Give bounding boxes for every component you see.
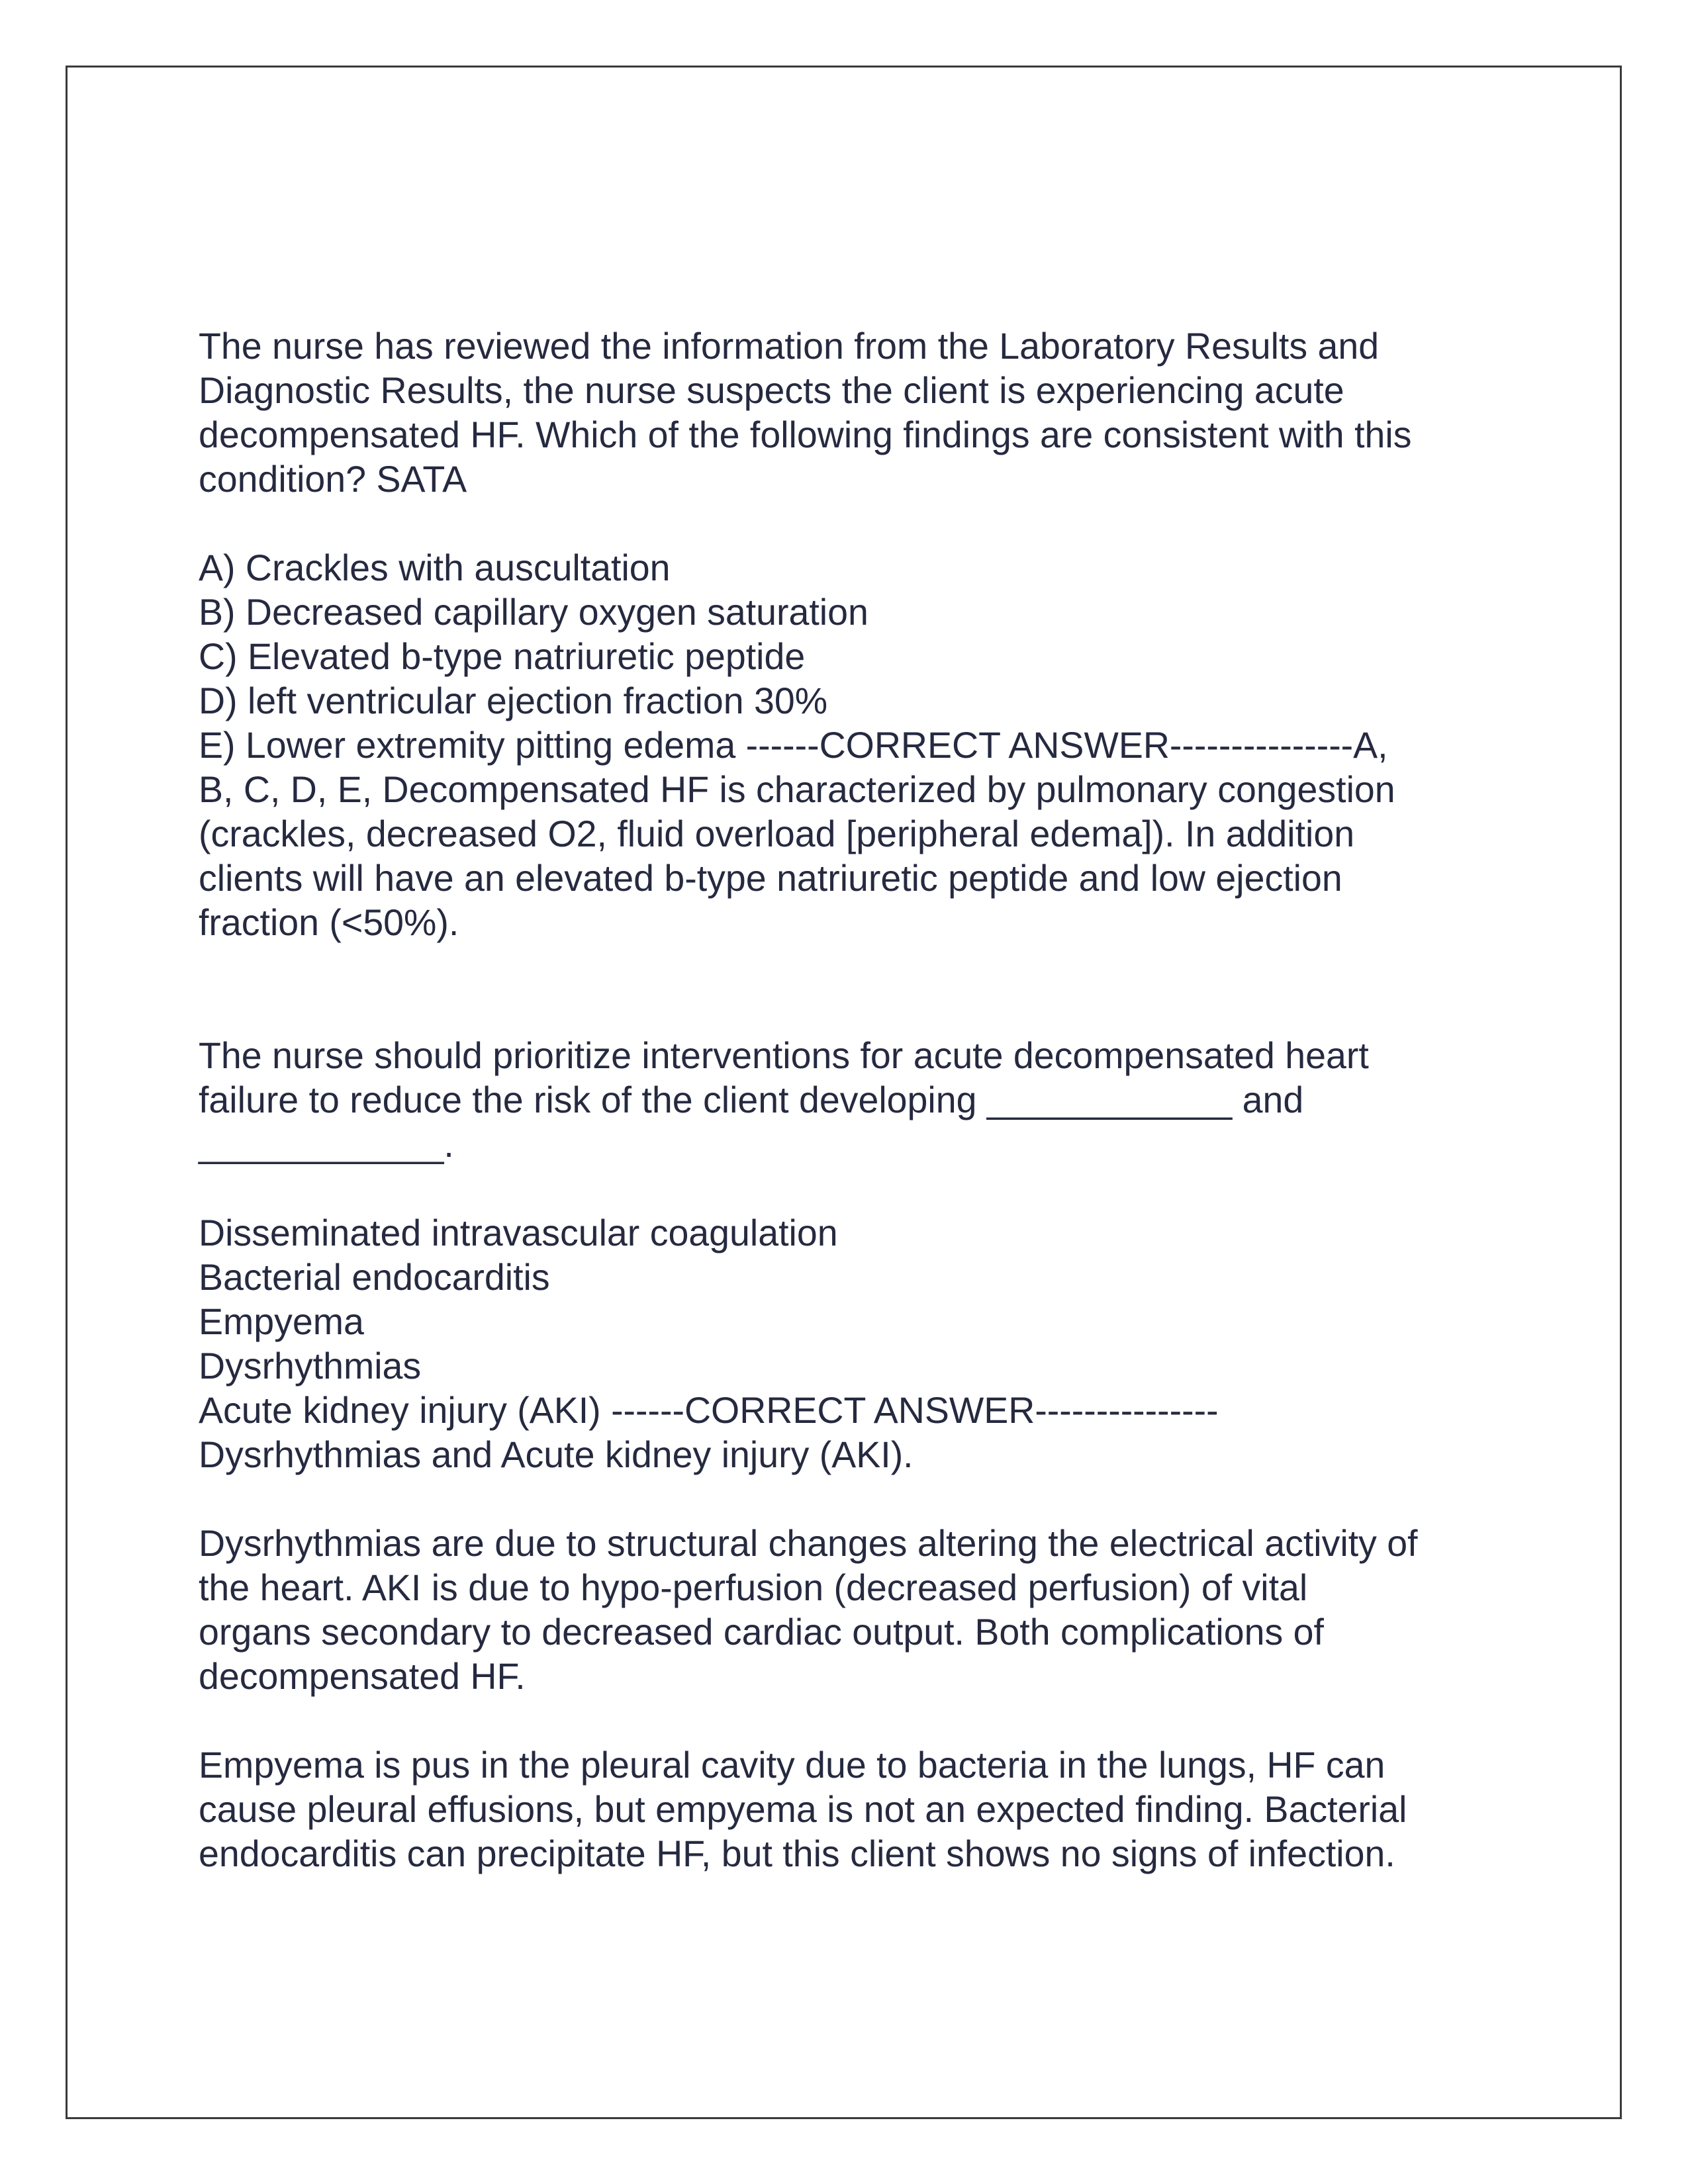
question-1-options [199, 546, 1523, 768]
document-body [199, 324, 1523, 1876]
question-1 [199, 324, 1523, 945]
answer-line: clients will have an elevated b-type natriuretic peptide and low ejection [199, 858, 1342, 899]
question-1-stem [199, 324, 1523, 502]
option-a: A) Crackles with auscultation [199, 547, 671, 588]
stem-line: The nurse should prioritize interventions for acute decompensated heart [199, 1035, 1369, 1076]
stem-line: decompensated HF. Which of the following findings are consistent with this [199, 414, 1412, 455]
option-d: D) left ventricular ejection fraction 30% [199, 680, 828, 721]
rationale-paragraph-2 [199, 1743, 1523, 1876]
question-2 [199, 1034, 1523, 1876]
stem-line: Diagnostic Results, the nurse suspects the client is experiencing acute [199, 370, 1344, 411]
stem-line: The nurse has reviewed the information from the Laboratory Results and [199, 326, 1380, 367]
question-2-answer [199, 1433, 1523, 1477]
option-item: Empyema [199, 1301, 364, 1342]
answer-line: Dysrhythmias and Acute kidney injury (AKI). [199, 1434, 914, 1475]
stem-line: failure to reduce the risk of the client developing ____________ and [199, 1079, 1304, 1120]
rationale-paragraph-1 [199, 1522, 1523, 1699]
answer-line: fraction (<50%). [199, 902, 459, 943]
option-b: B) Decreased capillary oxygen saturation [199, 592, 868, 633]
answer-line: B, C, D, E, Decompensated HF is characterized by pulmonary congestion [199, 769, 1395, 810]
option-item: Acute kidney injury (AKI) ------CORRECT ANSWER--------------- [199, 1390, 1219, 1431]
stem-line: ____________. [199, 1124, 454, 1165]
question-2-options [199, 1211, 1523, 1433]
question-2-stem [199, 1034, 1523, 1167]
option-e: E) Lower extremity pitting edema ------CORRECT ANSWER---------------A, [199, 725, 1388, 766]
answer-line: (crackles, decreased O2, fluid overload [peripheral edema]). In addition [199, 813, 1355, 854]
stem-line: condition? SATA [199, 459, 467, 500]
question-1-answer [199, 768, 1523, 945]
rationale-line: organs secondary to decreased cardiac output. Both complications of [199, 1612, 1324, 1653]
option-item: Bacterial endocarditis [199, 1257, 550, 1298]
rationale-line: the heart. AKI is due to hypo-perfusion (decreased perfusion) of vital [199, 1567, 1308, 1608]
rationale-line: Dysrhythmias are due to structural changes altering the electrical activity of [199, 1523, 1418, 1564]
rationale-line: decompensated HF. [199, 1656, 526, 1697]
option-item: Disseminated intravascular coagulation [199, 1212, 838, 1253]
rationale-line: cause pleural effusions, but empyema is not an expected finding. Bacterial [199, 1789, 1407, 1830]
option-c: C) Elevated b-type natriuretic peptide [199, 636, 806, 677]
rationale-line: Empyema is pus in the pleural cavity due to bacteria in the lungs, HF can [199, 1745, 1385, 1786]
rationale-line: endocarditis can precipitate HF, but this client shows no signs of infection. [199, 1833, 1395, 1874]
option-item: Dysrhythmias [199, 1345, 422, 1387]
